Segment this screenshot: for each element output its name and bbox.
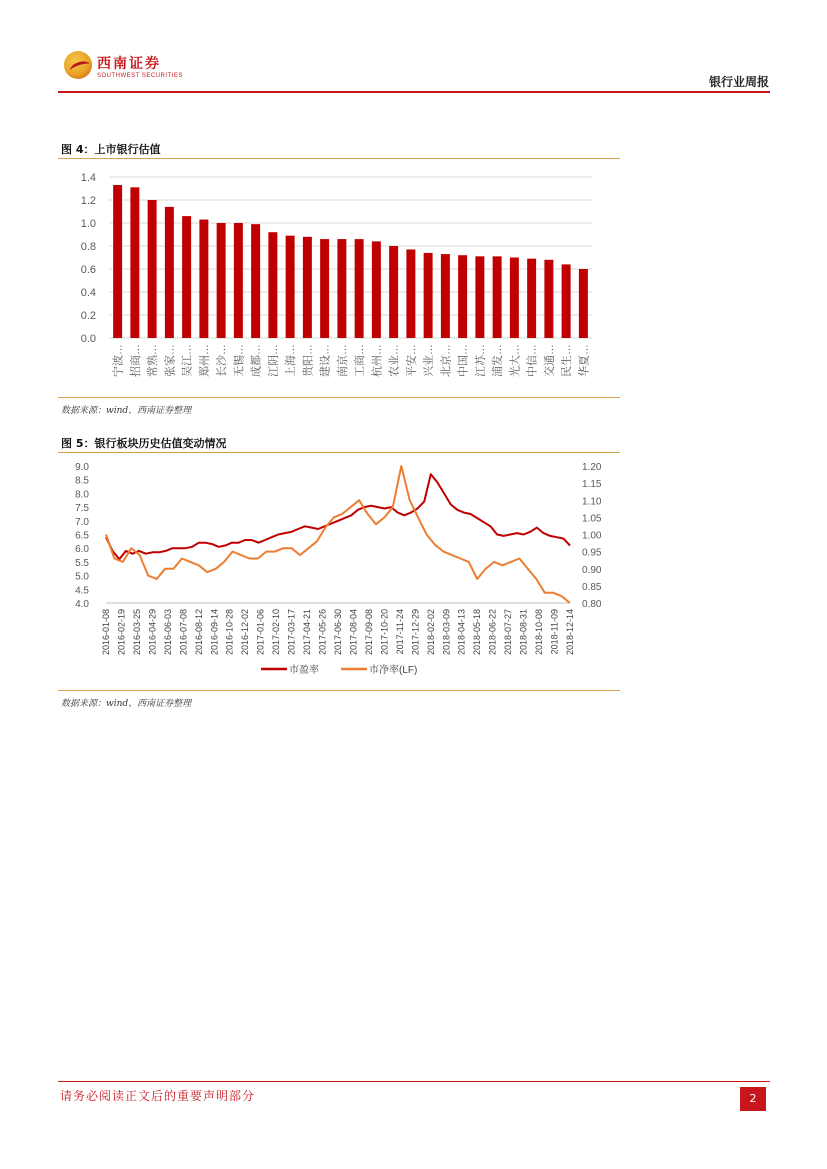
y-tick-label: 0.2: [80, 310, 96, 322]
right-y-tick-label: 1.15: [582, 479, 602, 491]
page-number: 2: [740, 1087, 766, 1111]
x-tick-label: 平安…: [405, 344, 418, 377]
x-tick-label: 江苏…: [474, 344, 487, 377]
figure4-title: 图 4：上市银行估值: [61, 143, 161, 156]
x-tick-label: 长沙…: [216, 344, 229, 377]
left-y-tick-label: 8.0: [75, 489, 89, 501]
figure4-bottom-rule: [58, 397, 620, 398]
x-tick-label: 2016-02-19: [116, 609, 127, 656]
x-tick-label: 民生…: [561, 344, 574, 377]
x-tick-label: 农业…: [388, 344, 401, 377]
left-y-tick-label: 8.5: [75, 475, 89, 487]
x-tick-label: 浦发…: [492, 344, 505, 377]
x-tick-label: 2017-01-06: [255, 609, 266, 656]
bar: [562, 264, 571, 338]
right-y-tick-label: 0.95: [582, 547, 602, 559]
x-tick-label: 2017-10-20: [379, 609, 390, 656]
x-tick-label: 上海…: [285, 344, 298, 377]
figure4-top-rule: [58, 158, 620, 159]
x-tick-label: 江阴…: [267, 344, 280, 377]
bar: [355, 239, 364, 338]
logo-text-cn: 西南证券: [97, 56, 161, 72]
x-tick-label: 南京…: [336, 344, 349, 377]
left-y-tick-label: 6.5: [75, 530, 89, 542]
bar: [286, 236, 295, 338]
x-tick-label: 2017-12-29: [410, 609, 421, 656]
bar: [475, 256, 484, 338]
x-tick-label: 招商…: [129, 344, 142, 377]
bar: [544, 260, 553, 338]
x-tick-label: 交通…: [543, 344, 556, 377]
x-tick-label: 贵阳…: [302, 344, 315, 377]
bar: [182, 216, 191, 338]
x-tick-label: 中信…: [526, 344, 539, 377]
figure5-line-chart: [58, 456, 620, 686]
x-tick-label: 2017-02-10: [271, 609, 282, 656]
figure5-top-rule: [58, 452, 620, 453]
y-tick-label: 0.6: [80, 264, 96, 276]
x-tick-label: 2018-10-08: [534, 609, 545, 656]
left-y-tick-label: 7.0: [75, 516, 89, 528]
x-tick-label: 2016-10-28: [224, 609, 235, 656]
x-tick-label: 2016-04-29: [147, 609, 158, 656]
x-tick-label: 2017-03-17: [286, 609, 297, 656]
x-tick-label: 2017-04-21: [302, 609, 313, 656]
bar: [337, 239, 346, 338]
figure5-source: 数据来源：wind、西南证券整理: [61, 699, 192, 709]
x-tick-label: 2016-08-12: [193, 609, 204, 656]
bar: [234, 223, 243, 338]
right-y-tick-label: 0.80: [582, 599, 602, 610]
x-tick-label: 郑州…: [198, 344, 211, 377]
x-tick-label: 2018-06-22: [487, 609, 498, 656]
right-y-tick-label: 1.20: [582, 462, 602, 473]
bar: [199, 220, 208, 338]
x-tick-label: 2018-12-14: [565, 609, 575, 656]
left-y-tick-label: 7.5: [75, 503, 89, 515]
x-tick-label: 张家…: [164, 344, 177, 377]
right-y-tick-label: 1.05: [582, 513, 602, 525]
bar: [148, 200, 157, 338]
x-tick-label: 工商…: [354, 344, 367, 377]
bar: [251, 224, 260, 338]
x-tick-label: 2018-05-18: [472, 609, 483, 656]
x-tick-label: 2016-12-02: [240, 609, 251, 656]
x-tick-label: 华夏…: [578, 344, 591, 377]
x-tick-label: 无锡…: [233, 344, 246, 377]
report-title: 银行业周报: [708, 75, 769, 89]
x-tick-label: 2018-11-09: [549, 609, 560, 655]
left-y-tick-label: 5.0: [75, 571, 89, 583]
bar: [130, 187, 139, 338]
x-tick-label: 2017-09-08: [363, 609, 374, 656]
footer-disclaimer: 请务必阅读正文后的重要声明部分: [60, 1089, 256, 1103]
right-y-tick-label: 1.00: [582, 530, 602, 542]
bar: [579, 269, 588, 338]
x-tick-label: 2016-03-25: [131, 609, 142, 656]
x-tick-label: 2016-07-08: [178, 609, 189, 656]
x-tick-label: 2017-11-24: [394, 609, 405, 655]
header-divider: [58, 91, 770, 93]
right-y-tick-label: 0.90: [582, 564, 602, 576]
bar: [320, 239, 329, 338]
left-y-tick-label: 5.5: [75, 557, 89, 569]
x-tick-label: 兴业…: [423, 344, 436, 377]
bar: [389, 246, 398, 338]
x-tick-label: 2017-06-30: [333, 609, 343, 656]
right-y-tick-label: 0.85: [582, 581, 602, 593]
left-y-tick-label: 6.0: [75, 544, 89, 556]
x-tick-label: 光大…: [509, 344, 522, 377]
figure4-bar-chart: [58, 162, 620, 394]
x-tick-label: 2018-03-09: [441, 609, 452, 656]
bar: [372, 241, 381, 338]
x-tick-label: 建设…: [319, 344, 332, 377]
footer-divider: [58, 1081, 770, 1082]
x-tick-label: 成都…: [250, 344, 263, 377]
figure4-source: 数据来源：wind、西南证券整理: [61, 406, 192, 416]
x-tick-label: 2016-06-03: [162, 609, 173, 656]
x-tick-label: 杭州…: [371, 344, 384, 377]
x-tick-label: 2018-04-13: [456, 609, 467, 656]
x-tick-label: 2017-08-04: [348, 609, 359, 656]
x-tick-label: 常熟…: [147, 344, 160, 377]
left-y-tick-label: 4.5: [75, 585, 89, 597]
bar: [165, 207, 174, 338]
x-tick-label: 2018-07-27: [503, 609, 514, 656]
bar: [303, 237, 312, 338]
bar: [458, 255, 467, 338]
bar: [217, 223, 226, 338]
left-y-tick-label: 9.0: [75, 462, 89, 473]
bar: [113, 185, 122, 338]
bar: [510, 258, 519, 339]
x-tick-label: 2018-08-31: [518, 609, 529, 656]
x-tick-label: 宁波…: [112, 344, 125, 377]
left-y-tick-label: 4.0: [75, 599, 89, 610]
y-tick-label: 1.2: [80, 195, 96, 207]
x-tick-label: 2016-01-08: [101, 609, 111, 656]
x-tick-label: 2018-02-02: [425, 609, 436, 656]
right-y-tick-label: 1.10: [582, 496, 602, 508]
y-tick-label: 1.4: [80, 172, 96, 184]
y-tick-label: 0.0: [80, 333, 96, 345]
legend-pe-label: 市盈率: [289, 665, 319, 676]
figure5-bottom-rule: [58, 690, 620, 691]
x-tick-label: 北京…: [440, 344, 453, 377]
legend-pb-label: 市净率(LF): [369, 665, 418, 676]
logo-text-en: SOUTHWEST SECURITIES: [97, 73, 183, 79]
x-tick-label: 2017-05-26: [317, 609, 328, 656]
x-tick-label: 吴江…: [181, 344, 194, 377]
x-tick-label: 中国…: [457, 344, 470, 377]
bar: [527, 259, 536, 338]
bar: [406, 249, 415, 338]
figure5-title: 图 5：银行板块历史估值变动情况: [61, 437, 227, 450]
y-tick-label: 1.0: [80, 218, 96, 230]
y-tick-label: 0.4: [80, 287, 96, 299]
bar: [441, 254, 450, 338]
bar: [493, 256, 502, 338]
bar: [268, 232, 277, 338]
y-tick-label: 0.8: [80, 241, 96, 253]
bar: [424, 253, 433, 338]
x-tick-label: 2016-09-14: [209, 609, 220, 656]
